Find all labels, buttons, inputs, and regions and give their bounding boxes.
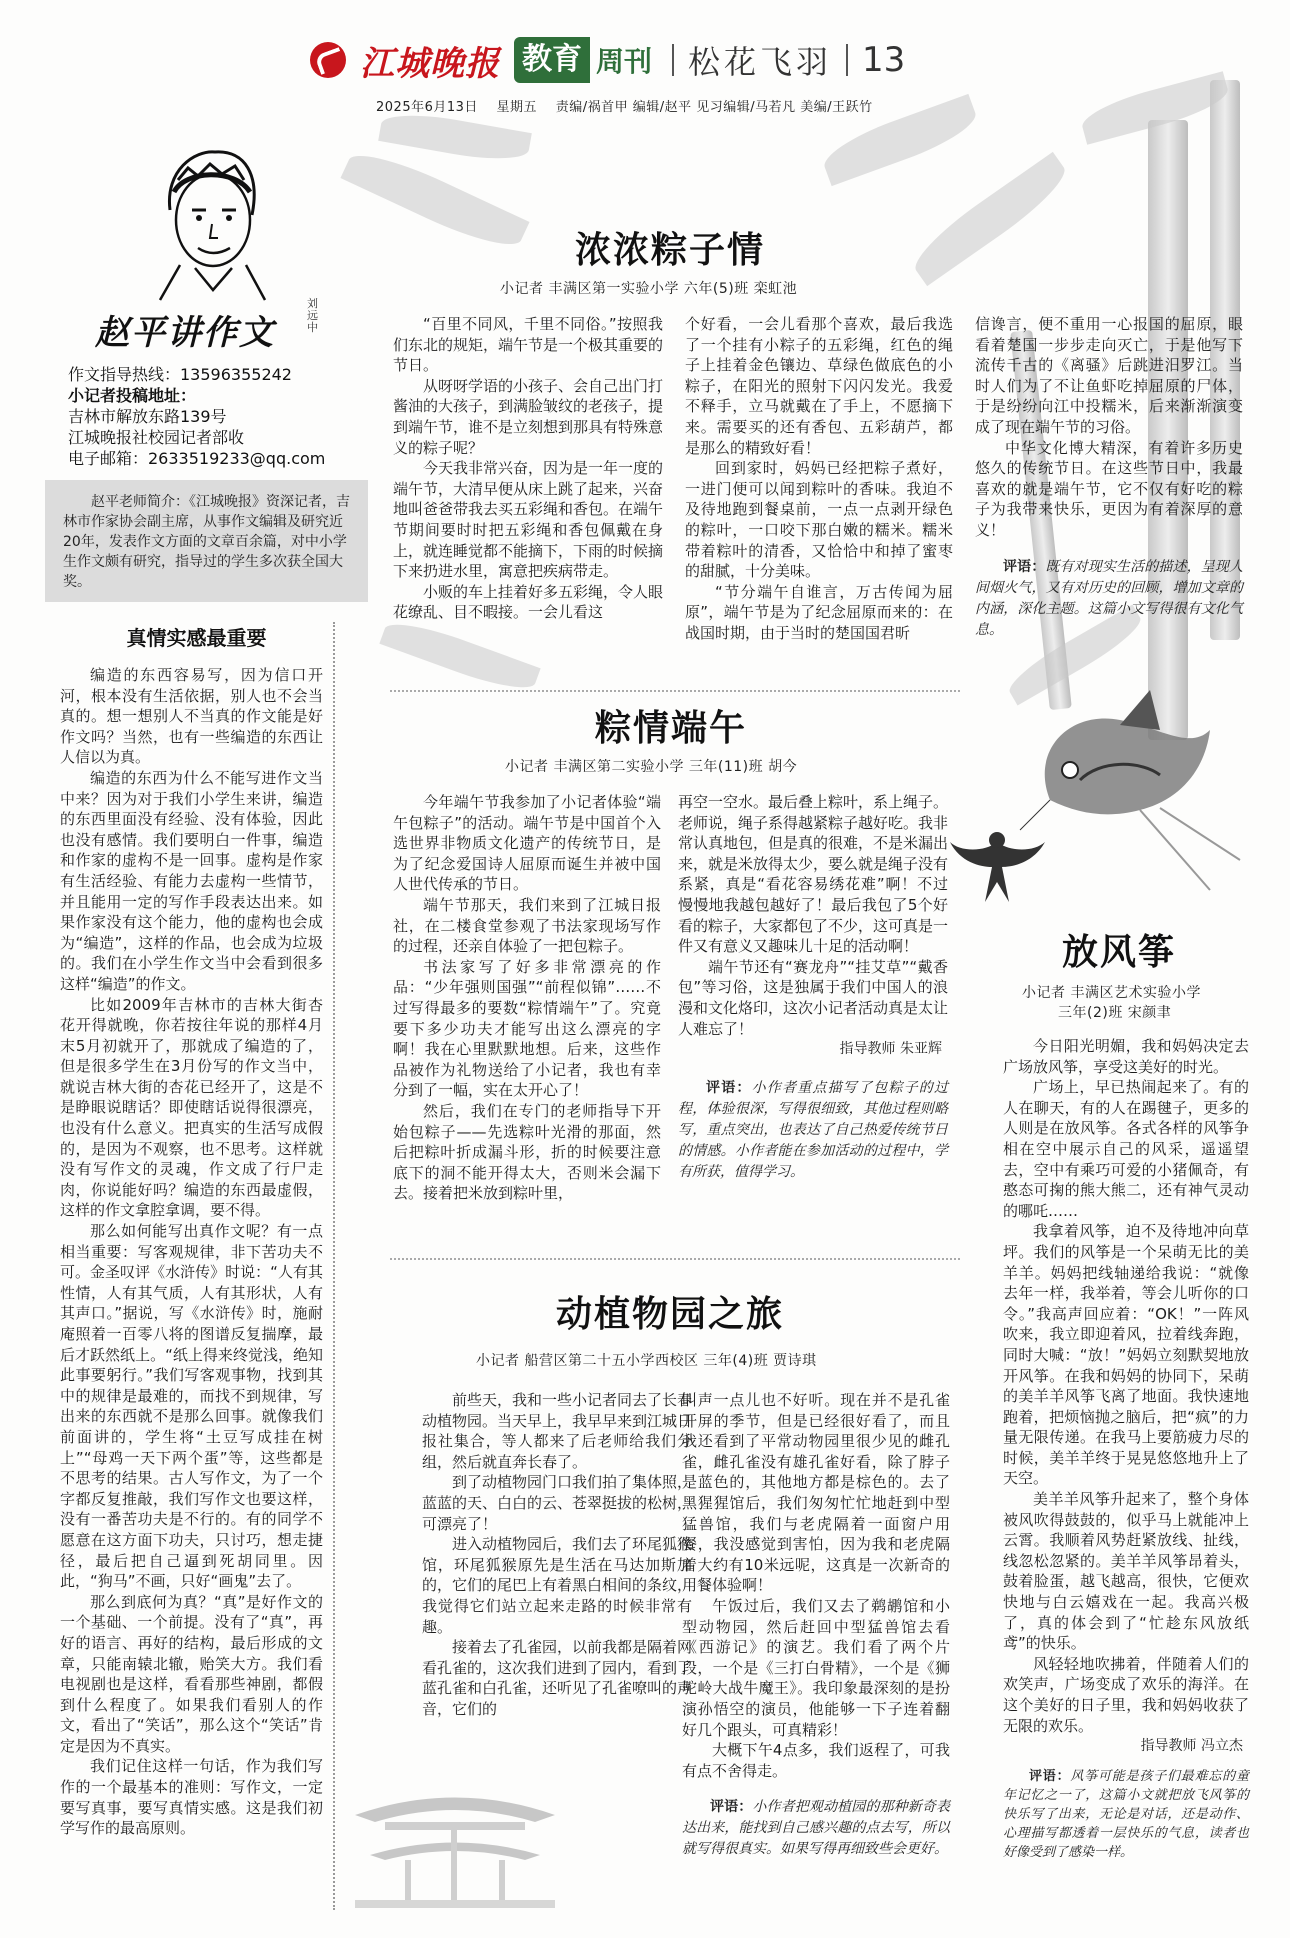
- editor-comment: [1003, 1767, 1249, 1862]
- article-byline: 小记者 丰满区第二实验小学 三年(11)班 胡今: [505, 759, 798, 775]
- paragraph: 信谗言，便不重用一心报国的屈原，眼看着楚国一步步走向灭亡，于是他写下流传千古的《离骚》后跳进汨罗江。当时人们为了不让鱼虾吃掉屈原的尸体，于是纷纷向江中投糯米，后来渐渐演变成了现在端午节的习俗。: [975, 315, 1243, 436]
- section-divider: [390, 1258, 960, 1260]
- column-body: [60, 665, 333, 1839]
- address-line: 江城晚报社校园记者部收: [68, 428, 245, 447]
- paragraph: 今年端午节我参加了小记者体验“端午包粽子”的活动。端午节是中国首个入选世界非物质文化遗产的传统节日，是为了纪念爱国诗人屈原而诞生并被中国人世代传承的节日。: [393, 793, 661, 894]
- paragraph: 风轻轻地吹拂着，伴随着人们的欢笑声，广场变成了欢乐的海洋。在这个美好的日子里，我和妈妈收获了无限的欢乐。: [1003, 1654, 1249, 1735]
- article-column: [1003, 1036, 1249, 1862]
- column-name: 松花飞羽: [688, 43, 833, 81]
- paragraph: 然后，我们在专门的老师指导下开始包粽子——先选粽叶光滑的那面，然后把粽叶折成漏斗形，折的时候要注意底下的洞不能开得太大，否则米会漏下去。接着把米放到粽叶里，: [393, 1101, 661, 1203]
- paragraph: 书法家写了好多非常漂亮的作品：“少年强则国强”“前程似锦”……不过写得最多的要数“粽情端午”了。究竟要下多少功夫才能写出这么漂亮的字啊！我在心里默默地想。后来，这些作品被作为礼物送给了小记者，我也有幸分到了一幅，实在太开心了！: [393, 957, 661, 1100]
- divider: [672, 44, 674, 76]
- page-number: 13: [862, 40, 906, 80]
- author-portrait: [140, 140, 280, 305]
- paragraph: 个好看，一会儿看那个喜欢，最后我选了一个挂有小粽子的五彩绳，红色的绳子上挂着金色镶边、草绿色做底色的小粽子，在阳光的照射下闪闪发光。我爱不释手，立马就戴在了手上，不愿摘下来。需要买的还有香包、五彩葫芦，都是那么的精致好看！: [685, 315, 953, 457]
- paragraph: 从呀呀学语的小孩子、会自己出门打酱油的大孩子，到满脸皱纹的老孩子，提到端午节，谁不是立刻想到那具有特殊意义的粽子呢？: [393, 376, 664, 457]
- paragraph: 端午节那天，我们来到了江城日报社，在二楼食堂参观了书法家现场写作的过程，还亲自体验了一把包粽子。: [393, 895, 661, 956]
- article-column: [393, 314, 663, 623]
- paragraph: “节分端午自谁言，万古传闻为屈原”，端午节是为了纪念屈原而来的：在战国时期，由于当时的楚国国君昕: [685, 582, 953, 642]
- pavilion-illustration: [325, 1760, 585, 1910]
- newspaper-logo-icon: [310, 42, 346, 78]
- article-column: [393, 792, 661, 1204]
- comment-label: 评语：: [1003, 558, 1046, 575]
- paragraph: 再空一空水。最后叠上粽叶，系上绳子。老师说，绳子系得越紧粽子越好吃。我非常认真地包，但是真的很难，不是米漏出来，就是米放得太少，要么就是绳子没有系紧，真是“看花容易绣花难”啊！不过慢慢地我越包越好了！最后我包了5个好看的粽子，大家都包了不少，这可真是一件又有意义又趣味儿十足的活动啊！: [678, 793, 949, 956]
- article-byline: 三年(2)班 宋颜聿: [1058, 1005, 1172, 1021]
- article-column: [422, 1390, 692, 1720]
- comment-label: 评语：: [1029, 1768, 1071, 1784]
- issue-date: 2025年6月13日: [376, 100, 478, 115]
- teacher-credit: 指导教师 朱亚辉: [839, 1041, 942, 1058]
- article-column: [975, 314, 1243, 641]
- column-heading: 真情实感最重要: [126, 626, 267, 650]
- paragraph: 小贩的车上挂着好多五彩绳，令人眼花缭乱、目不暇接。一会儿看这: [393, 582, 664, 622]
- paragraph: 今天我非常兴奋，因为是一年一度的端午节，大清早便从床上跳了起来，兴奋地叫爸爸带我去买五彩绳和香包。在端午节期间要时时把五彩绳和香包佩戴在身上，就连睡觉都不能摘下，下雨的时候摘下来扔进水里，寓意把疾病带走。: [393, 459, 664, 581]
- comment-label: 评语：: [710, 1799, 753, 1816]
- teacher-credit: 指导教师 冯立杰: [1140, 1738, 1243, 1755]
- paragraph: 接着去了孔雀园，以前我都是隔着网看孔雀的，这次我们进到了园内，看到了蓝孔雀和白孔雀，还听见了孔雀嘹叫的声音，它们的: [422, 1638, 693, 1718]
- author-intro: [45, 480, 368, 602]
- paragraph: 比如2009年吉林市的吉林大街杏花开得就晚，你若按往年说的那样4月末5月初就开了，那就成了编造的了，但是很多学生在3月份写的作文当中，就说吉林大街的杏花已经开了，这是不是睁眼说瞎话？即使瞎话说得很漂亮，也没有什么意义。把真实的生活写成假的，是因为不观察，也不思考。这样就没有写作文的灵魂，作文成了行尸走肉，你说能好吗？编造的东西最虚假，这样的作文拿腔拿调，要不得。: [60, 995, 323, 1220]
- dateline: [376, 96, 1096, 115]
- email: 电子邮箱：2633519233@qq.com: [68, 449, 326, 468]
- article-byline: 小记者 船营区第二十五小学西校区 三年(4)班 贾诗琪: [476, 1353, 817, 1369]
- issue-weekday: 星期五: [496, 100, 538, 115]
- swallow-kite-illustration: [950, 822, 1045, 912]
- paragraph: 我们记住这样一句话，作为我们写作的一个最基本的准则：写作文，一定要写真事，要写真情实感。这是我们初学写作的最高原则。: [60, 1757, 323, 1838]
- hotline: 作文指导热线：13596355242: [68, 365, 292, 384]
- staff-credits: 责编/祸首甲 编辑/赵平 见习编辑/马若凡 美编/王跃竹: [555, 100, 873, 115]
- illustrator-sign: 刘远中: [307, 297, 318, 334]
- comment-text: 小作者重点描写了包粽子的过程，体验很深，写得很细致，其他过程则略写，重点突出，也表达了自己热爱传统节日的情感。小作者能在参加活动的过程中，学有所获，值得学习。: [678, 1079, 949, 1180]
- paragraph: 广场上，早已热闹起来了。有的人在聊天，有的人在踢毽子，更多的人则是在放风筝。各式各样的风筝争相在空中展示自己的风采，遥遥望去，空中有乘巧可爱的小猪佩奇，有憨态可掬的熊大熊二，还有神气灵动的哪吒……: [1003, 1078, 1249, 1220]
- article-byline: 小记者 丰满区艺术实验小学: [1022, 985, 1201, 1001]
- article-title: 动植物园之旅: [556, 1294, 785, 1335]
- comment-label: 评语：: [706, 1079, 752, 1096]
- paragraph: 我拿着风筝，迫不及待地冲向草坪。我们的风筝是一个呆萌无比的美羊羊。妈妈把线轴递给我说：“就像去年一样，我举着，等会儿听你的口令。”我高声回应着：“OK！”一阵风吹来，我立即迎着风，拉着线奔跑，同时大喊：“放！”妈妈立刻默契地放开风筝。在我和妈妈的协同下，呆萌的美羊羊风筝飞离了地面。我快速地跑着，把烦恼抛之脑后，把“疯”的力量无限传递。在我马上要筋疲力尽的时候，美羊羊终于晃晃悠悠地升上了天空。: [1003, 1222, 1249, 1488]
- comment-text: 小作者把观动植园的那种新奇表达出来，能找到自己感兴趣的点去写，所以就写得很真实。如果写得再细致些会更好。: [682, 1799, 950, 1858]
- article-title: 粽情端午: [595, 708, 748, 749]
- divider: [846, 44, 848, 76]
- masthead: [310, 32, 1070, 88]
- article-title: 浓浓粽子情: [575, 230, 766, 271]
- section-divider: [390, 690, 960, 692]
- paragraph: 美羊羊风筝升起来了，整个身体被风吹得鼓鼓的，似乎马上就能冲上云霄。我顺着风势赶紧放线、扯线，线忽松忽紧的。美羊羊风筝昂着头，鼓着脸蛋，越飞越高，很快，它便欢快地与白云嬉戏在一起。我高兴极了，真的体会到了“忙趁东风放纸鸢”的快乐。: [1003, 1490, 1249, 1653]
- paragraph: 那么如何能写出真作文呢？有一点相当重要：写客观规律，非下苦功夫不可。金圣叹评《水浒传》时说：“人有其性情，人有其气质，人有其形状，人有其声口。”据说，写《水浒传》时，施耐庵照着一百零八将的图谱反复揣摩，最后才跃然纸上。“纸上得来终觉浅，绝知此事要躬行。”我们写客观事物，找到其中的规律是最难的，而找不到规律，写出来的东西就不是那么回事。就像我们前面讲的，学生将“土豆写成挂在树上”“母鸡一天下两个蛋”等，这些都是不思考的结果。古人写作文，为了一个字都反复推敲，我们写作文也要这样，没有一番苦功夫是不行的。有的同学不愿意在这方面下功夫，只讨巧，想走捷径，最后把自己逼到死胡同里。因此，“狗马”不画，只好“画鬼”去了。: [60, 1222, 323, 1591]
- paragraph: 叫声一点儿也不好听。现在并不是孔雀开屏的季节，但是已经很好看了，而且我还看到了平常动物园里很少见的雌孔雀，雌孔雀没有雄孔雀好看，除了脖子是蓝色的，其他地方都是棕色的。去了黑猩猩馆后，我们匆匆忙忙地赶到中型猛兽馆，我们与老虎隔着一面窗户用餐，我没感觉到害怕，因为我和老虎隔着大约有10米远呢，这真是一次新奇的用餐体验啊！: [682, 1391, 950, 1595]
- paragraph: “百里不同风，千里不同俗。”按照我们东北的规矩，端午节是一个极其重要的节日。: [393, 315, 664, 375]
- paragraph: 那么到底何为真？“真”是好作文的一个基础、一个前提。没有了“真”，再好的语言、再好的结构，最后形成的文章，只能南辕北辙，贻笑大方。我们看电视剧也是这样，看看那些神剧，都假到什么程度了。如果我们看别人的作文，看出了“笑话”，那么这个“笑话”肯定是因为不真实。: [60, 1592, 323, 1755]
- article-column: [678, 792, 948, 1183]
- paragraph: 前些天，我和一些小记者同去了长春动植物园。当天早上，我早早来到江城日报社集合，等人都来了后老师给我们分组，然后就直奔长春了。: [422, 1391, 693, 1471]
- paragraph: 编造的东西为什么不能写进作文当中来？因为对于我们小学生来讲，编造的东西里面没有经验、没有体验，因此也没有感情。我们要明白一件事，编造和作家的虚构不是一回事。虚构是作家有生活经验、有能力去虚构一些情节，并且能用一定的写作手段表达出来。如果作家没有这个能力，他的虚构也会成为“编造”，这样的作品，也会成为垃圾的。我们在小学生作文当中会看到很多这样“编造”的作文。: [60, 768, 323, 993]
- column-title: 赵平讲作文: [95, 313, 275, 353]
- paragraph: 大概下午4点多，我们返程了，可我有点不舍得走。: [682, 1741, 950, 1780]
- editor-comment: [975, 557, 1243, 641]
- contact-info: [68, 364, 338, 469]
- address-line: 吉林市解放东路139号: [68, 407, 227, 426]
- paragraph: 今日阳光明媚，我和妈妈决定去广场放风筝，享受这美好的时光。: [1003, 1037, 1249, 1076]
- editor-comment: [682, 1797, 950, 1860]
- article-title: 放风筝: [1062, 932, 1177, 973]
- paper-name: 江城晚报: [360, 43, 500, 84]
- paragraph: 回到家时，妈妈已经把粽子煮好，一进门便可以闻到粽叶的香味。我迫不及待地跑到餐桌前，一点一点剥开绿色的粽叶，一口咬下那白嫩的糯米。糯米带着粽叶的清香，又恰恰中和掉了蜜枣的甜腻，十分美味。: [685, 459, 953, 581]
- article-column: [682, 1390, 950, 1860]
- edu-weekly-badge: [514, 37, 658, 83]
- editor-comment: [678, 1078, 948, 1183]
- article-column: [685, 314, 953, 644]
- column-article: [60, 622, 335, 1910]
- address-label: 小记者投稿地址：: [68, 386, 197, 405]
- paragraph: 编造的东西容易写，因为信口开河，根本没有生活依据，别人也不会当真的。想一想别人不当真的作文能是好作文吗？当然，也有一些编造的东西让人信以为真。: [60, 666, 323, 767]
- comment-text: 既有对现实生活的描述，呈现人间烟火气，又有对历史的回顾，增加文章的内涵，深化主题。这篇小文写得很有文化气息。: [975, 558, 1243, 638]
- weekly-label: 周刊: [596, 45, 653, 78]
- paragraph: 进入动植物园后，我们去了环尾狐猴馆，环尾狐猴原先是生活在马达加斯加的，它们的尾巴上有着黑白相间的条纹，我觉得它们站立起来走路的时候非常有趣。: [422, 1535, 693, 1636]
- column-header: [45, 130, 345, 353]
- paragraph: 中华文化博大精深，有着许多历史悠久的传统节日。在这些节日中，我最喜欢的就是端午节，它不仅有好吃的粽子为我带来快乐，更因为有着深厚的意义！: [975, 438, 1243, 539]
- article-byline: 小记者 丰满区第一实验小学 六年(5)班 栾虹池: [500, 281, 798, 297]
- paragraph: 到了动植物园门口我们拍了集体照，蓝蓝的天、白白的云、苍翠挺拔的松树，可漂亮了！: [422, 1473, 693, 1533]
- paragraph: 午饭过后，我们又去了鹈鹕馆和小型动物园，然后赶回中型猛兽馆去看《西游记》的演艺。我们看了两个片段，一个是《三打白骨精》，一个是《狮驼岭大战牛魔王》。我印象最深刻的是扮演孙悟空的演员，他能够一下子连着翻好几个跟头，可真精彩！: [682, 1596, 950, 1739]
- paragraph: 端午节还有“赛龙舟”“挂艾草”“戴香包”等习俗，这是独属于我们中国人的浪漫和文化烙印，这次小记者活动真是太让人难忘了！: [678, 957, 949, 1038]
- author-intro-text: 赵平老师简介：《江城晚报》资深记者，吉林市作家协会副主席，从事作文编辑及研究近20年，发表作文方面的文章百余篇，对中小学生作文颇有研究，指导过的学生多次获全国大奖。: [63, 494, 350, 590]
- comment-text: 风筝可能是孩子们最难忘的童年记忆之一了，这篇小文就把放飞风筝的快乐写了出来，无论是对话，还是动作、心理描写都透着一层快乐的气息，读者也好像受到了感染一样。: [1003, 1768, 1249, 1860]
- edu-label: 教育: [514, 37, 590, 83]
